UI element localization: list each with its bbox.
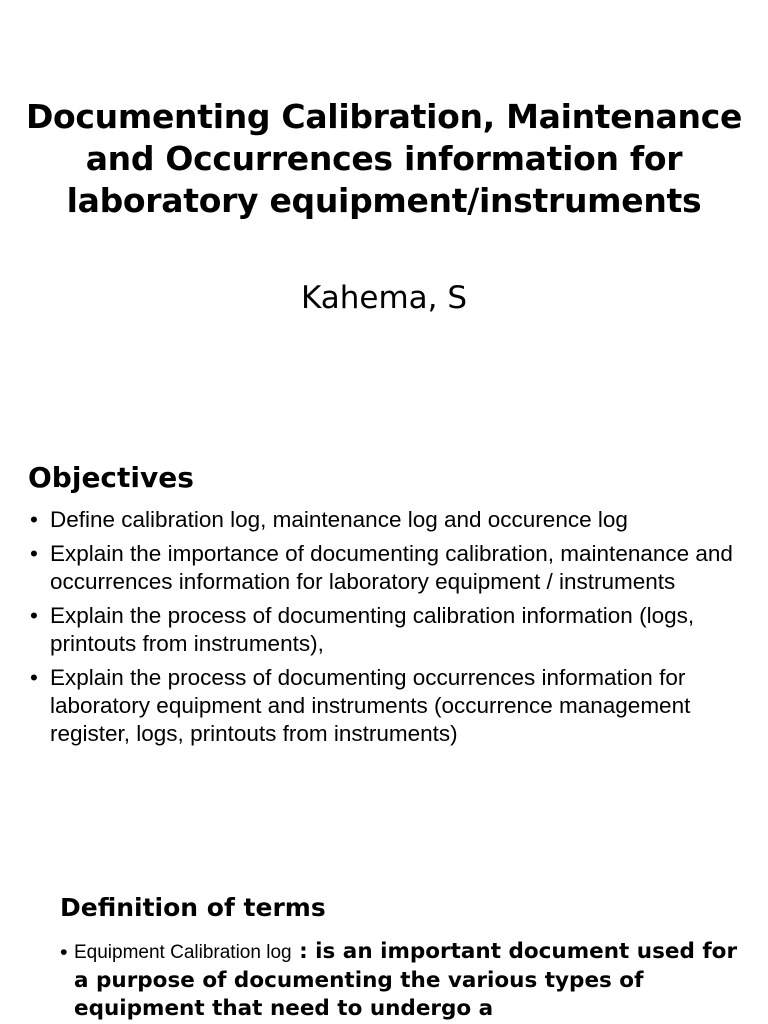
objective-text: Define calibration log, maintenance log and occurence log [50,507,628,532]
bullet-icon: • [30,507,38,532]
objectives-list [28,506,750,754]
objective-item [28,602,750,658]
objective-text: Explain the importance of documenting calibration, maintenance and occurrences information for laboratory equipment / instruments [50,541,733,594]
objectives-slide [0,440,768,860]
definition-text: is an important document used for a purpose of documenting the various types of equipment that need to undergo a [74,939,738,1021]
presentation-title [10,96,758,222]
objectives-heading: Objectives [28,461,194,494]
definition-term: Equipment Calibration log [74,942,292,963]
objective-item [28,506,750,534]
objective-item [28,664,750,748]
title-slide [0,0,768,440]
definitions-slide [0,860,768,1024]
bullet-icon: • [30,541,38,566]
title-line: Documenting Calibration, Maintenance [25,97,743,136]
bullet-icon: • [30,603,38,628]
definition-separator: : [291,939,316,964]
title-line: and Occurrences information for [85,139,683,178]
objective-text: Explain the process of documenting calibration information (logs, printouts from instruments), [50,603,695,656]
definition-item [60,938,754,1023]
objective-text: Explain the process of documenting occurrences information for laboratory equipment and instruments (occurrence management register, logs, printouts from instruments) [50,665,691,746]
definitions-heading: Definition of terms [60,893,326,922]
bullet-icon: • [60,940,68,964]
title-line: laboratory equipment/instruments [66,181,702,220]
objective-item [28,540,750,596]
author-name: Kahema, S [300,280,468,316]
bullet-icon: • [30,665,38,690]
